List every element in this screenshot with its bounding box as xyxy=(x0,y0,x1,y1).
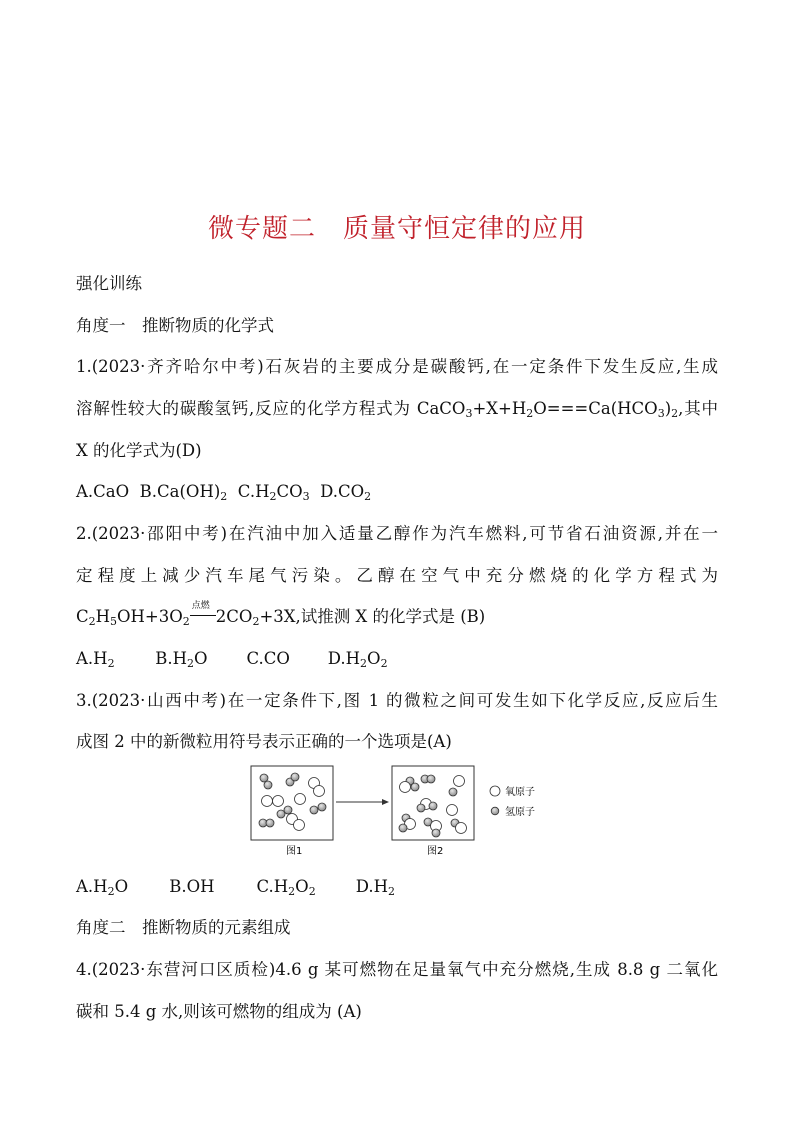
q1-option-c: $C.H_2CO_3$ xyxy=(237,482,310,503)
q3-line-2: 成图 2 中的新微粒用符号表示正确的一个选项是(A) xyxy=(76,732,452,751)
q2-equation-line: $C_2H_5OH+3O_2$ 点燃 $2CO_2+3X$,试推测 X 的化学式是 (B) xyxy=(76,601,486,628)
q4-line-1: 4.(2023·东营河口区质检)4.6 g 某可燃物在足量氧气中充分燃烧,生成 8.8 g 二氧化 xyxy=(76,960,718,979)
section-heading: 强化训练 xyxy=(76,274,142,293)
q4-line-2: 碳和 5.4 g 水,则该可燃物的组成为 (A) xyxy=(76,1002,362,1021)
angle-two-heading: 角度二 推断物质的元素组成 xyxy=(76,918,291,937)
legend-hydrogen-label: 氢原子 xyxy=(505,807,535,818)
figure-2-label: 图2 xyxy=(427,846,444,857)
q3-option-d: $D.H_2$ xyxy=(355,877,396,898)
reaction-diagram xyxy=(248,762,558,862)
figure-1-label: 图1 xyxy=(286,846,303,857)
q3-options xyxy=(76,876,395,898)
q2-line-2: 定程度上减少汽车尾气污染。乙醇在空气中充分燃烧的化学方程式为 xyxy=(76,566,718,585)
q2-option-a: $A.H_2$ xyxy=(76,649,115,670)
legend-oxygen-label: 氧原子 xyxy=(505,787,535,798)
q3-option-c: $C.H_2O_2$ xyxy=(256,877,316,898)
q3-figure xyxy=(248,762,558,862)
q1-options xyxy=(76,481,371,503)
q1-line-2: 溶解性较大的碳酸氢钙,反应的化学方程式为 $CaCO_3+X+H_2O===Ca(HCO_3)_2$,其中 xyxy=(76,399,718,420)
q2-option-c: C.CO xyxy=(246,649,290,668)
q1-option-b: $B.Ca(OH)_2$ xyxy=(139,482,228,503)
legend-oxygen-symbol xyxy=(490,786,500,796)
q2-option-d: $D.H_2O_2$ xyxy=(327,649,388,670)
q1-line-3: X 的化学式为(D) xyxy=(76,441,202,460)
page-title: 微专题二 质量守恒定律的应用 xyxy=(207,214,586,244)
q3-option-b: B.OH xyxy=(169,877,215,896)
q1-option-a: A.CaO xyxy=(76,482,130,501)
angle-one-heading: 角度一 推断物质的化学式 xyxy=(76,316,274,335)
q1-line-1: 1.(2023·齐齐哈尔中考)石灰岩的主要成分是碳酸钙,在一定条件下发生反应,生成 xyxy=(76,357,718,376)
reaction-condition: 点燃 xyxy=(190,606,216,628)
q2-line-1: 2.(2023·邵阳中考)在汽油中加入适量乙醇作为汽车燃料,可节省石油资源,并在一 xyxy=(76,524,718,543)
q3-option-a: $A.H_2O$ xyxy=(76,877,129,898)
q2-options xyxy=(76,648,388,670)
q1-option-d: $D.CO_2$ xyxy=(320,482,372,503)
q3-line-1: 3.(2023·山西中考)在一定条件下,图 1 的微粒之间可发生如下化学反应,反应后生 xyxy=(76,691,718,710)
legend-hydrogen-symbol xyxy=(491,807,499,815)
q2-option-b: $B.H_2O$ xyxy=(155,649,208,670)
